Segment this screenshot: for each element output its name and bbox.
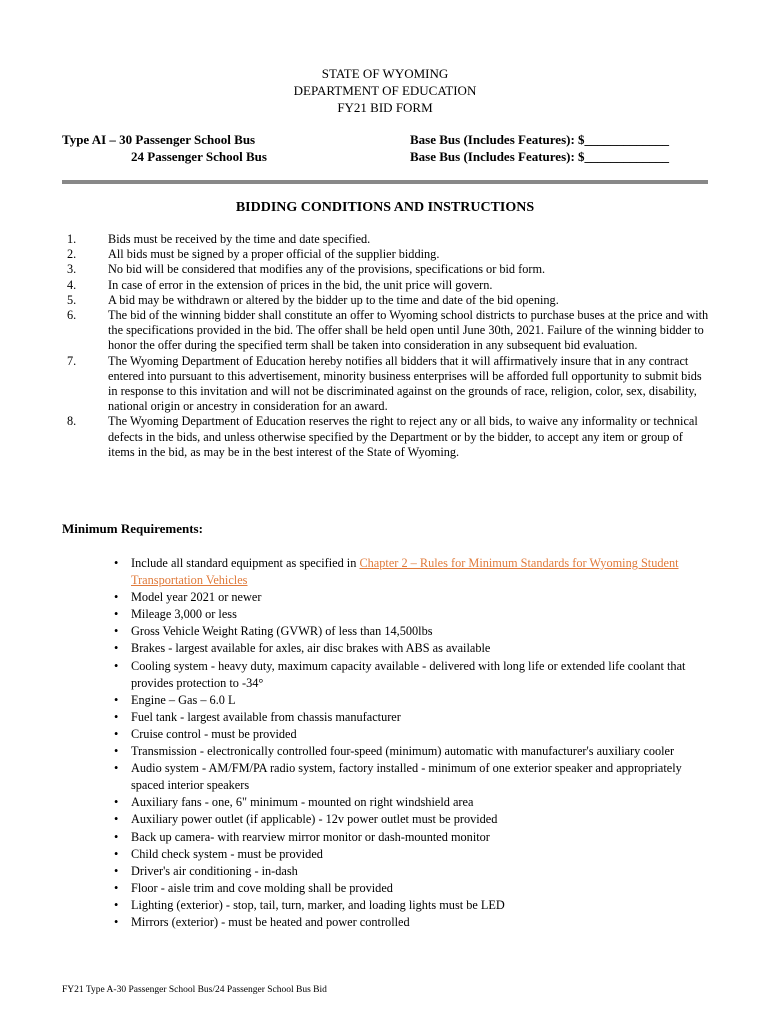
condition-number: 3.	[67, 262, 77, 277]
requirement-item	[62, 794, 712, 811]
requirement-item	[62, 897, 712, 914]
header-state: STATE OF WYOMING	[321, 66, 449, 81]
requirement-text: Child check system - must be provided	[131, 846, 323, 861]
condition-item	[62, 308, 712, 354]
condition-number: 1.	[67, 232, 77, 246]
requirement-text: Engine – Gas – 6.0 L	[131, 692, 236, 707]
bullet-icon: •	[114, 863, 119, 878]
bullet-icon: •	[114, 812, 119, 827]
base-bus-price-30: Base Bus (Includes Features): $_____________	[410, 132, 670, 147]
requirement-text: Lighting (exterior) - stop, tail, turn, marker, and loading lights must be LED	[131, 897, 505, 912]
condition-item	[62, 278, 712, 293]
document-header	[0, 65, 770, 116]
requirement-item	[62, 623, 712, 640]
condition-text: No bid will be considered that modifies any of the provisions, specifications or bid form.	[108, 262, 546, 277]
condition-number: 4.	[67, 277, 77, 292]
condition-text: The Wyoming Department of Education reserves the right to reject any or all bids, to waive any informality or technical defects in the bids, and unless otherwise specified by the Department or by the bidder, to accept any item or group of items in the bid, as may be in the best interest of the State of Wyoming.	[108, 414, 698, 459]
requirement-text: Floor - aisle trim and cove molding shall be provided	[131, 880, 393, 895]
bullet-icon: •	[114, 846, 119, 861]
bullet-icon: •	[114, 726, 119, 741]
requirement-item	[62, 726, 712, 743]
requirement-text: Include all standard equipment as specified in	[131, 556, 360, 570]
bullet-icon: •	[114, 880, 119, 895]
bullet-icon: •	[114, 914, 119, 929]
bullet-icon: •	[114, 590, 119, 605]
bullet-icon: •	[114, 692, 119, 707]
bullet-icon: •	[114, 829, 119, 844]
horizontal-rule	[62, 180, 708, 184]
bus-type-30: Type AI – 30 Passenger School Bus	[62, 132, 256, 147]
requirement-item	[62, 863, 712, 880]
bullet-icon: •	[114, 795, 119, 810]
requirement-item	[62, 606, 712, 623]
bullet-icon: •	[114, 744, 119, 759]
condition-item	[62, 262, 712, 277]
condition-text: The bid of the winning bidder shall constitute an offer to Wyoming school districts to purchase buses at the price and with the specifications provided in the bid. The offer shall be held open until June 30th, 2021. Failure of the winning bidder to honor the offer during the specified term shall be taken into consideration in any subsequent bid evaluation.	[108, 308, 709, 353]
requirement-item	[62, 811, 712, 828]
requirements-list	[62, 555, 712, 931]
condition-item	[62, 293, 712, 308]
bus-types	[62, 131, 267, 165]
condition-text: In case of error in the extension of prices in the bid, the unit price will govern.	[108, 277, 493, 292]
requirement-text: Transmission - electronically controlled four-speed (minimum) automatic with manufacturer's auxiliary cooler	[131, 744, 675, 759]
condition-number: 2.	[67, 247, 77, 262]
condition-number: 5.	[67, 292, 77, 307]
requirement-item	[62, 640, 712, 657]
bullet-icon: •	[114, 607, 119, 622]
requirement-item	[62, 760, 712, 794]
requirement-text: Audio system - AM/FM/PA radio system, factory installed - minimum of one exterior speaker and appropriately spaced interior speakers	[131, 761, 682, 793]
chapter-2-link[interactable]: Chapter 2 – Rules for Minimum Standards for Wyoming Student Transportation Vehicles	[131, 556, 679, 588]
requirement-item	[62, 846, 712, 863]
page-footer: FY21 Type A-30 Passenger School Bus/24 Passenger School Bus Bid	[62, 985, 327, 995]
bullet-icon: •	[114, 658, 119, 673]
bullet-icon: •	[114, 641, 119, 656]
base-bus-prices	[410, 131, 669, 165]
condition-text: The Wyoming Department of Education hereby notifies all bidders that it will affirmatively insure that in any contract entered into pursuant to this advertisement, minority business enterprises will be afforded full opportunity to submit bids in response to this invitation and will not be discriminated against on the grounds of race, religion, color, sex, disability, national origin or ancestry in consideration for an award.	[108, 353, 702, 414]
requirement-text: Model year 2021 or newer	[131, 590, 262, 605]
condition-number: 6.	[67, 308, 77, 323]
requirement-text: Auxiliary power outlet (if applicable) - 12v power outlet must be provided	[131, 812, 498, 827]
requirement-item	[62, 692, 712, 709]
requirements-title: Minimum Requirements:	[62, 521, 203, 536]
requirement-text: Gross Vehicle Weight Rating (GVWR) of less than 14,500lbs	[131, 624, 433, 639]
conditions-list	[62, 232, 712, 460]
requirement-item	[62, 829, 712, 846]
requirement-text: Back up camera- with rearview mirror monitor or dash-mounted monitor	[131, 829, 490, 844]
condition-item	[62, 414, 712, 460]
condition-item	[62, 354, 712, 415]
requirement-text: Driver's air conditioning - in-dash	[131, 863, 298, 878]
condition-text: A bid may be withdrawn or altered by the bidder up to the time and date of the bid opening.	[108, 292, 559, 307]
requirement-item	[62, 743, 712, 760]
requirement-item	[62, 709, 712, 726]
requirement-text: Mirrors (exterior) - must be heated and power controlled	[131, 914, 410, 929]
requirement-item	[62, 555, 712, 589]
requirement-item	[62, 658, 712, 692]
bus-type-24: 24 Passenger School Bus	[131, 149, 267, 164]
requirement-text: Cooling system - heavy duty, maximum capacity available - delivered with long life or extended life coolant that provides protection to -34°	[131, 658, 686, 690]
bullet-icon: •	[114, 709, 119, 724]
bullet-icon: •	[114, 624, 119, 639]
section-title: BIDDING CONDITIONS AND INSTRUCTIONS	[235, 200, 535, 215]
header-department: DEPARTMENT OF EDUCATION	[293, 83, 477, 98]
requirement-item	[62, 880, 712, 897]
condition-text: All bids must be signed by a proper official of the supplier bidding.	[108, 247, 440, 262]
requirement-text: Fuel tank - largest available from chassis manufacturer	[131, 709, 401, 724]
requirement-text: Mileage 3,000 or less	[131, 607, 237, 622]
base-bus-price-24: Base Bus (Includes Features): $_____________	[410, 149, 670, 164]
requirement-item	[62, 914, 712, 931]
bullet-icon: •	[114, 761, 119, 776]
requirement-item	[62, 589, 712, 606]
requirement-text: Auxiliary fans - one, 6" minimum - mounted on right windshield area	[131, 795, 474, 810]
header-form-title: FY21 BID FORM	[337, 100, 433, 115]
bullet-icon: •	[114, 897, 119, 912]
condition-item	[62, 232, 712, 247]
condition-number: 8.	[67, 414, 77, 429]
requirement-text: Cruise control - must be provided	[131, 726, 297, 741]
requirement-text: Brakes - largest available for axles, air disc brakes with ABS as available	[131, 641, 491, 656]
bullet-icon: •	[114, 556, 119, 570]
condition-item	[62, 247, 712, 262]
condition-number: 7.	[67, 353, 77, 368]
condition-text: Bids must be received by the time and date specified.	[108, 232, 371, 246]
